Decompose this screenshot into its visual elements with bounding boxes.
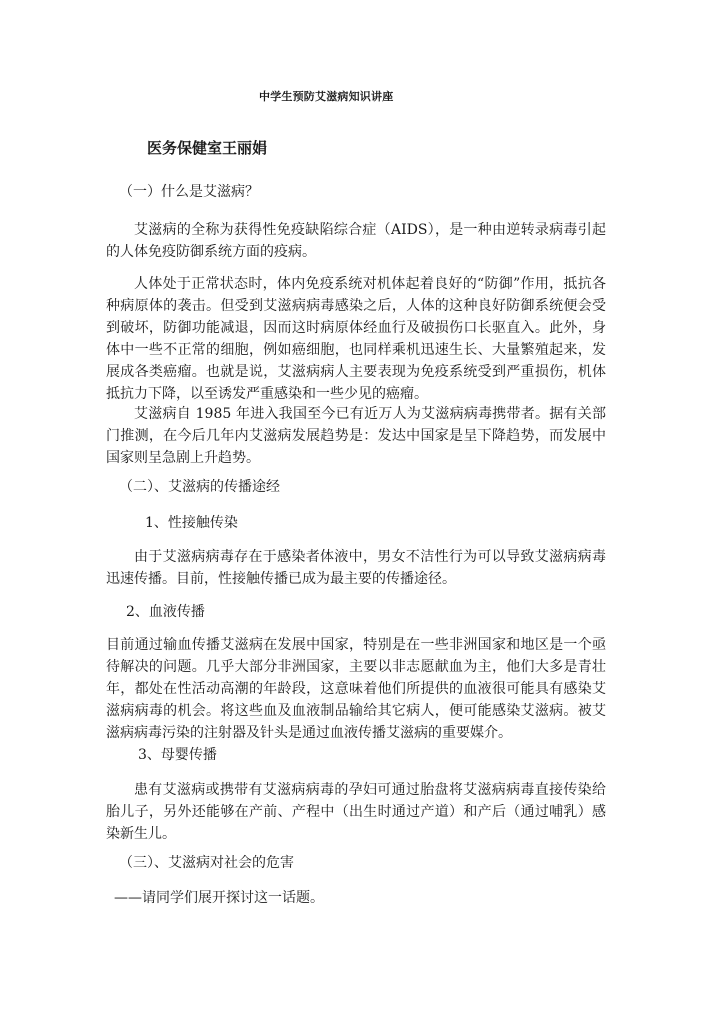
discussion-note: ——请同学们展开探讨这一话题。: [114, 890, 324, 906]
paragraph-aids-definition: 艾滋病的全称为获得性免疫缺陷综合症（AIDS），是一种由逆转录病毒引起的人体免疫防御系统方面的疫病。: [106, 222, 606, 260]
document-author: 医务保健室王丽娟: [147, 139, 268, 157]
paragraph-china-statistics: 艾滋病自 1985 年进入我国至今已有近万人为艾滋病病毒携带者。据有关部门推测，在今后几年内艾滋病发展趋势是：发达中国家是呈下降趋势，而发展中国家则呈急剧上升趋势。: [106, 406, 606, 466]
subheading-blood-transmission: 2、血液传播: [126, 604, 205, 620]
paragraph-mother-to-child: 患有艾滋病或携带有艾滋病病毒的孕妇可通过胎盘将艾滋病病毒直接传染给胎儿子，另外还能够在产前、产程中（出生时通过产道）和产后（通过哺乳）感染新生儿。: [106, 782, 606, 842]
section-heading-transmission: （二）、艾滋病的传播途经: [119, 479, 280, 495]
section-heading-what-is-aids: （一）什么是艾滋病？: [119, 184, 259, 200]
document-title: 中学生预防艾滋病知识讲座: [259, 90, 394, 103]
subheading-sexual-contact: 1、性接触传染: [145, 515, 238, 531]
paragraph-sexual-contact: 由于艾滋病病毒存在于感染者体液中，男女不洁性行为可以导致艾滋病病毒迅速传播。目前，性接触传播已成为最主要的传播途径。: [106, 549, 606, 587]
section-heading-social-harm: （三）、艾滋病对社会的危害: [119, 855, 294, 871]
paragraph-immune-system: 人体处于正常状态时，体内免疫系统对机体起着良好的“防御”作用，抵抗各种病原体的袭击。但受到艾滋病病毒感染之后，人体的这种良好防御系统便会受到破坏，防御功能减退，因而这时病原体经血行及破损伤口长驱直入。此外，身体中一些不正常的细胞，例如癌细胞，也同样乘机迅速生长、大量繁殖起来，发展成各类癌瘤。也就是说，艾滋病病人主要表现为免疫系统受到严重损伤，机体抵抗力下降，以至诱发严重感染和一些少见的癌瘤。: [106, 276, 606, 402]
paragraph-blood-transmission: 目前通过输血传播艾滋病在发展中国家，特别是在一些非洲国家和地区是一个亟待解决的问题。几乎大部分非洲国家，主要以非志愿献血为主，他们大多是青壮年，都处在性活动高潮的年龄段，这意味着他们所提供的血液很可能具有感染艾滋病病毒的机会。将这些血及血液制品输给其它病人，便可能感染艾滋病。被艾滋病病毒污染的注射器及针头是通过血液传播艾滋病的重要媒介。: [106, 637, 606, 741]
subheading-mother-to-child: 3、母婴传播: [138, 747, 217, 763]
